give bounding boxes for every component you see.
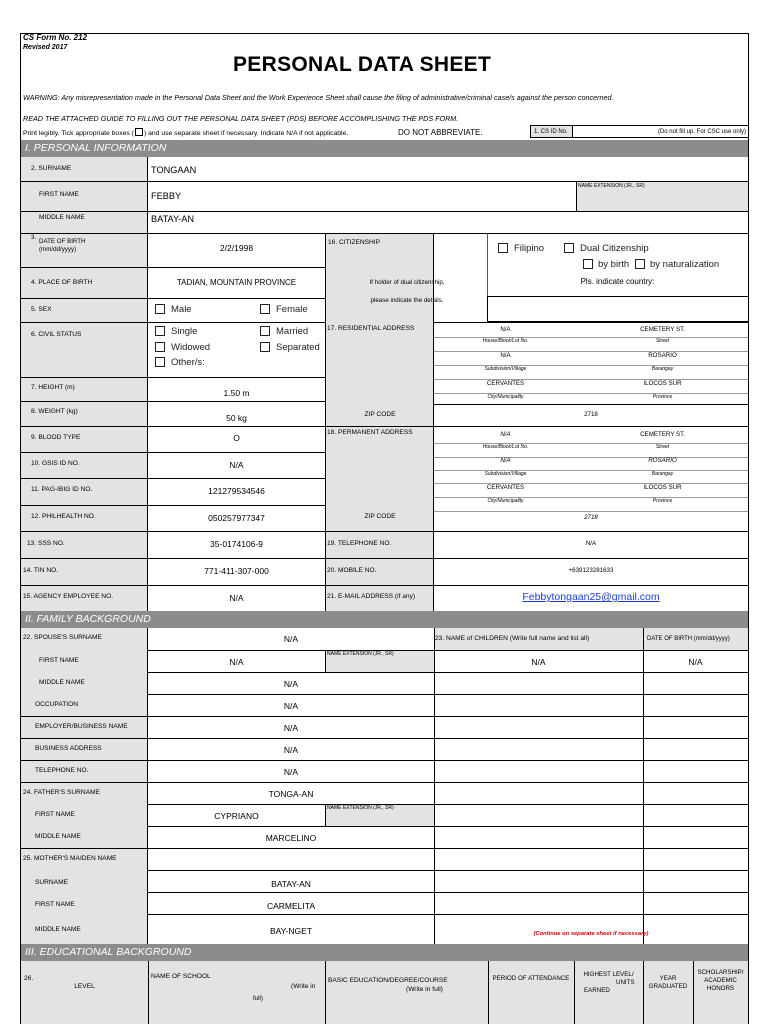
school-name-header-c: full) xyxy=(253,995,263,1002)
agency-employee-field[interactable]: N/A xyxy=(229,593,244,603)
country-label: Pls. indicate country: xyxy=(580,277,655,286)
res-province-caption: Province xyxy=(652,394,673,400)
dual-note-1: If holder of dual citizenship, xyxy=(369,279,445,286)
father-first-name-field[interactable]: CYPRIANO xyxy=(214,811,259,821)
married-label: Married xyxy=(276,326,309,337)
perm-barangay-field[interactable]: ROSARIO xyxy=(648,457,677,464)
citizenship-label: 16. CITIZENSHIP xyxy=(328,239,381,246)
section-educational-background: III. EDUCATIONAL BACKGROUND xyxy=(21,944,748,961)
male-checkbox[interactable] xyxy=(155,304,165,314)
child-dob-field[interactable]: N/A xyxy=(688,657,703,667)
perm-street-field[interactable]: CEMETERY ST. xyxy=(640,431,685,438)
dob-label: DATE OF BIRTH xyxy=(39,238,86,245)
father-first-name-label: FIRST NAME xyxy=(35,811,75,818)
school-name-header-b: (Write in xyxy=(291,983,316,990)
pagibig-field[interactable]: 121279534546 xyxy=(208,486,265,496)
perm-house-field[interactable]: N/A xyxy=(500,431,511,438)
res-street-caption: Street xyxy=(655,338,670,344)
separated-label: Separated xyxy=(276,342,320,353)
warning-text: WARNING: Any misrepresentation made in the Personal Data Sheet and the Work Experience Sheet shall cause the filing of administrative/criminal case/s against the person concerned. xyxy=(23,93,614,102)
blood-type-field[interactable]: O xyxy=(233,433,240,443)
father-surname-label: 24. FATHER'S SURNAME xyxy=(23,789,100,796)
first-name-label: FIRST NAME xyxy=(39,191,79,198)
school-name-header: NAME OF SCHOOL xyxy=(151,973,211,980)
civil-status-label: 6. CIVIL STATUS xyxy=(31,331,82,338)
honors-header: HONORS xyxy=(706,985,735,992)
dual-citizenship-country-field[interactable] xyxy=(487,296,748,322)
pagibig-label: 11. PAG-IBIG ID NO. xyxy=(31,486,93,493)
occupation-label: OCCUPATION xyxy=(35,701,78,708)
mother-surname-label: SURNAME xyxy=(35,879,68,886)
education-header-row xyxy=(21,961,748,1024)
first-name-field[interactable]: FEBBY xyxy=(151,191,182,201)
res-zip-label: ZIP CODE xyxy=(364,411,396,418)
by-birth-checkbox[interactable] xyxy=(583,259,593,269)
res-subdivision-field[interactable]: N/A xyxy=(500,352,511,359)
gsis-field[interactable]: N/A xyxy=(229,460,244,470)
filipino-checkbox[interactable] xyxy=(498,243,508,253)
others-label: Other/s: xyxy=(171,357,205,368)
year-header: YEAR xyxy=(659,975,677,982)
sss-label: 13. SSS NO. xyxy=(27,540,65,547)
perm-zip-field[interactable]: 2718 xyxy=(584,514,598,521)
highest-level-header: HIGHEST LEVEL/ xyxy=(583,971,634,978)
sex-label: 5. SEX xyxy=(31,306,52,313)
height-field[interactable]: 1.50 m xyxy=(223,388,250,398)
spouse-ext-label: NAME EXTENSION (JR., SR) xyxy=(327,651,394,657)
no-abbreviate-note: DO NOT ABBREVIATE. xyxy=(398,128,483,137)
permanent-address-label: 18. PERMANENT ADDRESS xyxy=(327,429,413,436)
philhealth-field[interactable]: 050257977347 xyxy=(208,513,265,523)
education-number: 26. xyxy=(24,975,34,982)
by-naturalization-label: by naturalization xyxy=(650,259,720,270)
female-checkbox[interactable] xyxy=(260,304,270,314)
single-checkbox[interactable] xyxy=(155,326,165,336)
perm-subdivision-field[interactable]: N/A xyxy=(500,457,511,464)
pob-field[interactable]: TADIAN, MOUNTAIN PROVINCE xyxy=(176,278,297,287)
education-level-header: LEVEL xyxy=(74,983,95,990)
section-family-background: II. FAMILY BACKGROUND xyxy=(21,611,748,628)
agency-employee-label: 15. AGENCY EMPLOYEE NO. xyxy=(23,593,114,600)
telephone-label: 19. TELEPHONE NO. xyxy=(327,540,392,547)
email-field[interactable]: Febbytongaan25@gmail.com xyxy=(522,591,660,603)
mobile-field[interactable]: +639123281633 xyxy=(568,567,614,574)
academic-header: ACADEMIC xyxy=(704,977,737,984)
widowed-checkbox[interactable] xyxy=(155,342,165,352)
res-house-field[interactable]: N/A xyxy=(500,326,511,333)
res-house-caption: House/Block/Lot No. xyxy=(482,338,529,344)
mother-middle-name-label: MIDDLE NAME xyxy=(35,926,81,933)
period-header: PERIOD OF ATTENDANCE xyxy=(492,975,570,982)
perm-house-caption: House/Block/Lot No. xyxy=(482,444,529,450)
middle-name-field[interactable]: BATAY-AN xyxy=(151,214,195,224)
employer-label: EMPLOYER/BUSINESS NAME xyxy=(35,723,128,730)
units-header: UNITS xyxy=(616,979,635,986)
telephone-field[interactable]: N/A xyxy=(585,540,597,547)
father-ext-label: NAME EXTENSION (JR., SR) xyxy=(327,805,394,811)
course-header: BASIC EDUCATION/DEGREE/COURSE xyxy=(328,977,448,984)
res-city-field[interactable]: CERVANTES xyxy=(486,380,525,387)
separated-checkbox[interactable] xyxy=(260,342,270,352)
graduated-header: GRADUATED xyxy=(648,983,688,990)
male-label: Male xyxy=(171,304,192,315)
children-label: 23. NAME of CHILDREN (Write full name and list all) xyxy=(435,635,590,642)
section-personal-information: I. PERSONAL INFORMATION xyxy=(21,140,748,157)
continue-note: (Continue on separate sheet if necessary) xyxy=(533,931,649,937)
blood-type-label: 9. BLOOD TYPE xyxy=(31,434,81,441)
mother-maiden-name-label: 25. MOTHER'S MAIDEN NAME xyxy=(23,855,117,862)
address-labels-column xyxy=(325,233,434,611)
gsis-label: 10. GSIS ID NO. xyxy=(31,460,80,467)
sss-field[interactable]: 35-0174106-9 xyxy=(210,539,263,549)
child-name-field[interactable]: N/A xyxy=(531,657,546,667)
by-birth-label: by birth xyxy=(598,259,630,270)
philhealth-label: 12. PHILHEALTH NO. xyxy=(31,513,96,520)
dob-format: (mm/dd/yyyy) xyxy=(39,246,77,253)
pob-label: 4. PLACE OF BIRTH xyxy=(31,279,93,286)
filipino-label: Filipino xyxy=(514,243,545,254)
mother-first-name-field[interactable]: CARMELITA xyxy=(266,901,316,911)
spouse-telephone-label: TELEPHONE NO. xyxy=(35,767,89,774)
single-label: Single xyxy=(171,326,198,337)
res-zip-field[interactable]: 2718 xyxy=(584,411,598,418)
tin-field[interactable]: 771-411-307-000 xyxy=(204,566,269,576)
cs-id-field[interactable]: (Do not fill up. For CSC use only) xyxy=(573,125,748,138)
perm-province-field[interactable]: ILOCOS SUR xyxy=(643,484,682,491)
married-checkbox[interactable] xyxy=(260,326,270,336)
father-middle-name-field[interactable]: MARCELINO xyxy=(265,833,317,843)
res-barangay-field[interactable]: ROSARIO xyxy=(648,352,677,359)
email-label: 21. E-MAIL ADDRESS (if any) xyxy=(327,593,416,600)
mother-first-name-label: FIRST NAME xyxy=(35,901,75,908)
personal-data-sheet xyxy=(20,33,749,1024)
spouse-middle-name-label: MIDDLE NAME xyxy=(39,679,85,686)
spouse-first-name-field[interactable]: N/A xyxy=(229,657,244,667)
business-address-label: BUSINESS ADDRESS xyxy=(35,745,102,752)
page-title: PERSONAL DATA SHEET xyxy=(233,53,492,76)
perm-street-caption: Street xyxy=(655,444,670,450)
residential-address-label: 17. RESIDENTIAL ADDRESS xyxy=(327,325,415,332)
spouse-surname-label: 22. SPOUSE'S SURNAME xyxy=(23,634,102,641)
dual-note-2: please indicate the details. xyxy=(370,297,444,304)
spouse-middle-name-field[interactable]: N/A xyxy=(283,679,299,689)
mobile-label: 20. MOBILE NO. xyxy=(327,567,377,574)
spouse-surname-field[interactable]: N/A xyxy=(283,634,299,644)
perm-city-field[interactable]: CERVANTES xyxy=(486,484,525,491)
res-barangay-caption: Barangay xyxy=(651,366,674,372)
business-address-field[interactable]: N/A xyxy=(283,745,299,755)
course-header-b: (Write in full) xyxy=(406,986,443,993)
guide-text: READ THE ATTACHED GUIDE TO FILLING OUT THE PERSONAL DATA SHEET (PDS) BEFORE ACCOMPLISHING THE PDS FORM. xyxy=(23,114,459,123)
family-labels-column xyxy=(21,628,148,944)
mother-middle-name-field[interactable]: BAY-NGET xyxy=(269,926,313,936)
perm-barangay-caption: Barangay xyxy=(651,471,674,477)
others-checkbox[interactable] xyxy=(155,357,165,367)
perm-zip-label: ZIP CODE xyxy=(364,513,396,520)
dob-number: 3. xyxy=(31,234,37,241)
occupation-field[interactable]: N/A xyxy=(283,701,299,711)
widowed-label: Widowed xyxy=(171,342,211,353)
perm-province-caption: Province xyxy=(652,498,673,504)
res-city-caption: City/Municipality xyxy=(487,394,524,400)
weight-label: 8. WEIGHT (kg) xyxy=(31,408,78,415)
earned-header: EARNED xyxy=(584,987,610,994)
by-naturalization-checkbox[interactable] xyxy=(635,259,645,269)
weight-field[interactable]: 50 kg xyxy=(226,413,247,423)
perm-city-caption: City/Municipality xyxy=(487,498,524,504)
dual-citizenship-label: Dual Citizenship xyxy=(580,243,649,254)
scholarship-header: SCHOLARSHIP/ xyxy=(697,969,744,976)
father-middle-name-label: MIDDLE NAME xyxy=(35,833,81,840)
dual-citizenship-checkbox[interactable] xyxy=(564,243,574,253)
tin-label: 14. TIN NO. xyxy=(23,567,59,574)
height-label: 7. HEIGHT (m) xyxy=(31,384,75,391)
revised-year: Revised 2017 xyxy=(23,44,68,51)
spouse-first-name-label: FIRST NAME xyxy=(39,657,79,664)
spouse-telephone-field[interactable]: N/A xyxy=(283,767,299,777)
res-province-field[interactable]: ILOCOS SUR xyxy=(643,380,682,387)
print-instruction: Print legibly. Tick appropriate boxes ( ) and use separate sheet if necessary. Indicate N/A if not applicable. xyxy=(23,130,349,137)
res-street-field[interactable]: CEMETERY ST. xyxy=(640,326,685,333)
surname-field[interactable]: TONGAAN xyxy=(151,165,197,175)
cs-id-label-cell: 1. CS ID No. xyxy=(530,125,573,138)
employer-field[interactable]: N/A xyxy=(283,723,299,733)
res-subdivision-caption: Subdivision/Village xyxy=(484,366,527,372)
mother-surname-field[interactable]: BATAY-AN xyxy=(271,879,311,889)
name-extension-label: NAME EXTENSION (JR., SR) xyxy=(578,183,645,189)
dob-field[interactable]: 2/2/1998 xyxy=(219,243,254,253)
middle-name-label: MIDDLE NAME xyxy=(39,214,85,221)
female-label: Female xyxy=(276,304,308,315)
father-surname-field[interactable]: TONGA-AN xyxy=(268,789,314,799)
tick-box-sample xyxy=(135,128,143,136)
form-number: CS Form No. 212 xyxy=(23,33,88,42)
surname-label: 2. SURNAME xyxy=(31,165,72,172)
children-dob-label: DATE OF BIRTH (mm/dd/yyyy) xyxy=(647,636,730,642)
perm-subdivision-caption: Subdivision/Village xyxy=(484,471,527,477)
